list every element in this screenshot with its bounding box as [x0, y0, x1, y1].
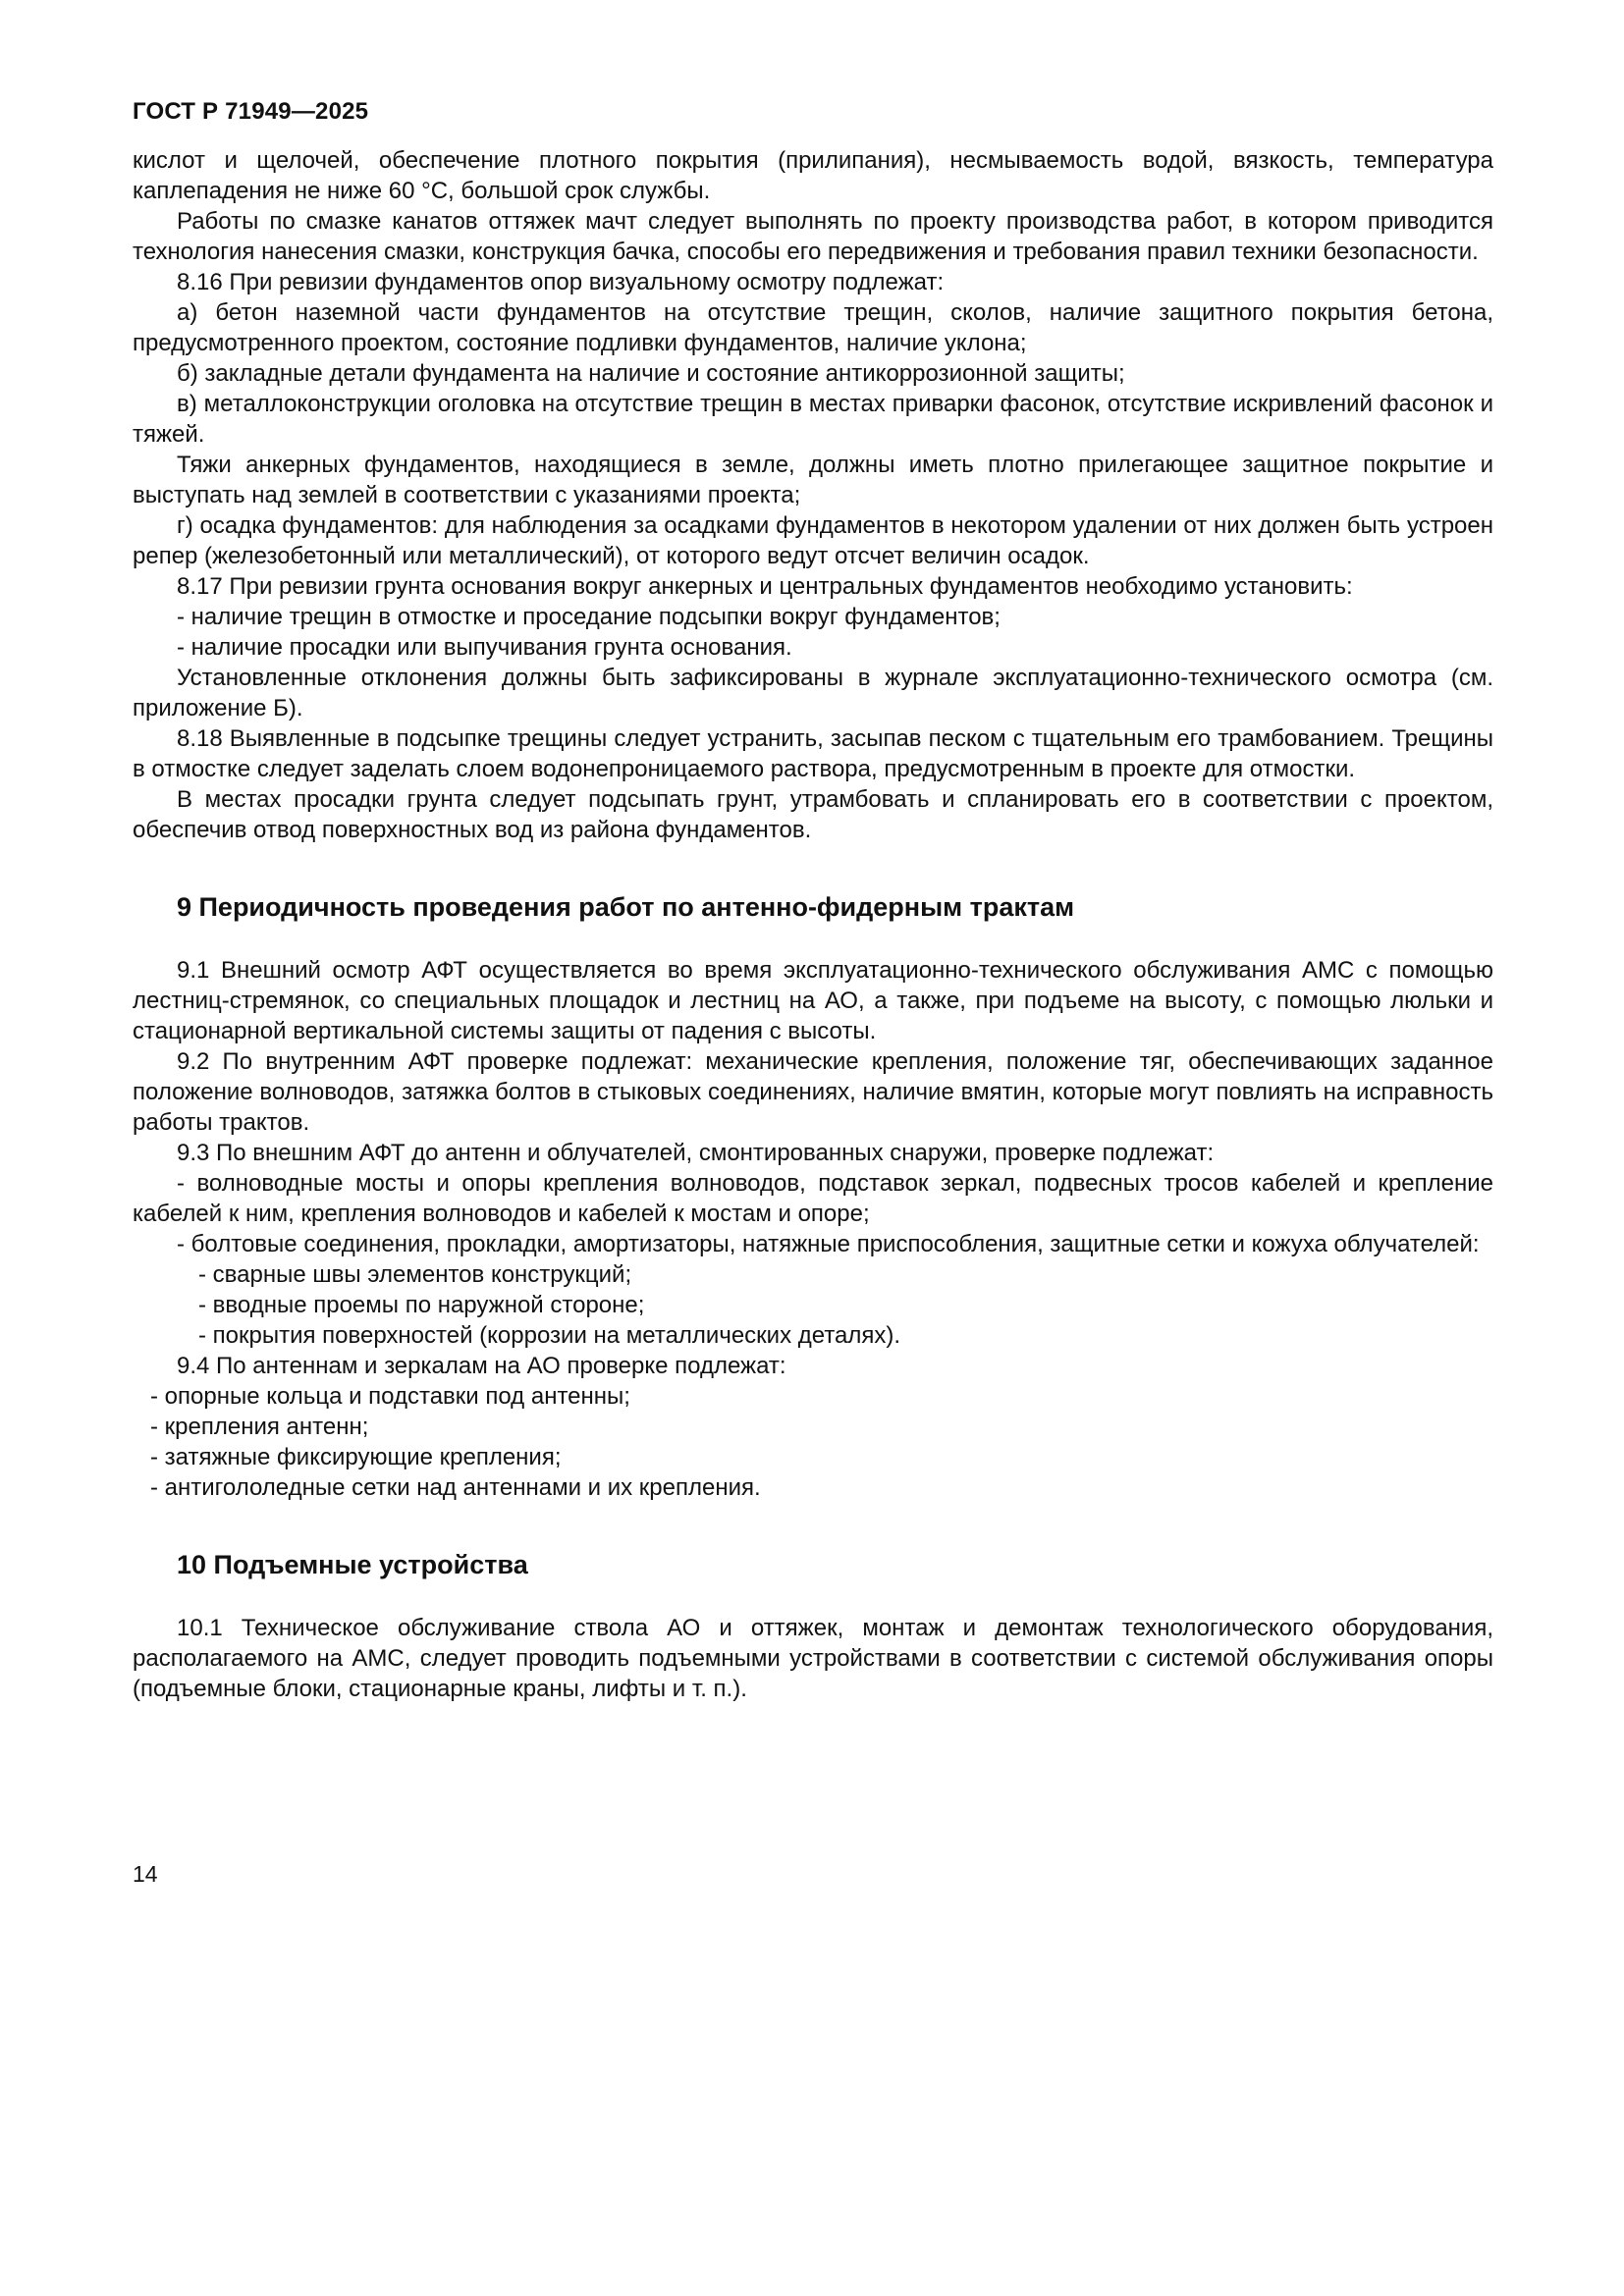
- paragraph: Работы по смазке канатов оттяжек мачт следует выполнять по проекту производства работ, в котором приводится технология нанесения смазки, конструкция бачка, способы его передвижения и требования правил техники безопасности.: [133, 208, 1493, 265]
- paragraph: - сварные швы элементов конструкций;: [198, 1261, 632, 1288]
- paragraph: г) осадка фундаментов: для наблюдения за осадками фундаментов в некотором удалении от них должен быть устроен репер (железобетонный или металлический), от которого ведут отсчет величин осадок.: [133, 512, 1493, 569]
- paragraph: - опорные кольца и подставки под антенны;: [150, 1383, 630, 1410]
- paragraph: - наличие просадки или выпучивания грунта основания.: [177, 634, 792, 661]
- paragraph: В местах просадки грунта следует подсыпать грунт, утрамбовать и спланировать его в соответствии с проектом, обеспечив отвод поверхностных вод из района фундаментов.: [133, 786, 1493, 843]
- document-header: [133, 98, 1493, 126]
- paragraph: 8.18 Выявленные в подсыпке трещины следует устранить, засыпав песком с тщательным его трамбованием. Трещины в отмостке следует заделать слоем водонепроницаемого раствора, предусмотренным в проекте для отмостки.: [133, 725, 1493, 782]
- doc-code: ГОСТ Р 71949—2025: [133, 98, 369, 125]
- paragraph: 10.1 Техническое обслуживание ствола АО и оттяжек, монтаж и демонтаж технологического оборудования, располагаемого на АМС, следует проводить подъемными устройствами в соответствии с системой обслуживания опоры (подъемные блоки, стационарные краны, лифты и т. п.).: [133, 1615, 1493, 1702]
- paragraph: Установленные отклонения должны быть зафиксированы в журнале эксплуатационно-технического осмотра (см. приложение Б).: [133, 665, 1493, 721]
- paragraph: - болтовые соединения, прокладки, амортизаторы, натяжные приспособления, защитные сетки и кожуха облучателей:: [177, 1231, 1480, 1257]
- paragraph: 8.16 При ревизии фундаментов опор визуальному осмотру подлежат:: [177, 269, 945, 295]
- section-heading: 9 Периодичность проведения работ по антенно-фидерным трактам: [177, 892, 1075, 922]
- paragraph: в) металлоконструкции оголовка на отсутствие трещин в местах приварки фасонок, отсутствие искривлений фасонок и тяжей.: [133, 391, 1493, 448]
- document-body: [133, 145, 1493, 1704]
- paragraph: 9.4 По антеннам и зеркалам на АО проверке подлежат:: [177, 1353, 786, 1379]
- paragraph: - наличие трещин в отмостке и проседание подсыпки вокруг фундаментов;: [177, 604, 1001, 630]
- paragraph: 8.17 При ревизии грунта основания вокруг анкерных и центральных фундаментов необходимо установить:: [177, 573, 1353, 600]
- page-number: 14: [133, 1861, 158, 1887]
- paragraph: 9.3 По внешним АФТ до антенн и облучателей, смонтированных снаружи, проверке подлежат:: [177, 1140, 1215, 1166]
- paragraph: - затяжные фиксирующие крепления;: [150, 1444, 562, 1470]
- paragraph: а) бетон наземной части фундаментов на отсутствие трещин, сколов, наличие защитного покрытия бетона, предусмотренного проектом, состояние подливки фундаментов, наличие уклона;: [133, 299, 1493, 356]
- paragraph: - крепления антенн;: [150, 1414, 369, 1440]
- paragraph: 9.2 По внутренним АФТ проверке подлежат: механические крепления, положение тяг, обеспечивающих заданное положение волноводов, затяжка болтов в стыковых соединениях, наличие вмятин, которые могут повлиять на исправность работы трактов.: [133, 1048, 1493, 1136]
- section-heading: 10 Подъемные устройства: [177, 1550, 528, 1579]
- document-footer: [133, 1861, 158, 1888]
- paragraph: - вводные проемы по наружной стороне;: [198, 1292, 645, 1318]
- paragraph: - антигололедные сетки над антеннами и их крепления.: [150, 1474, 761, 1501]
- paragraph: б) закладные детали фундамента на наличие и состояние антикоррозионной защиты;: [177, 360, 1125, 387]
- paragraph: кислот и щелочей, обеспечение плотного покрытия (прилипания), несмываемость водой, вязкость, температура каплепадения не ниже 60 °С, большой срок службы.: [133, 147, 1493, 204]
- paragraph: Тяжи анкерных фундаментов, находящиеся в земле, должны иметь плотно прилегающее защитное покрытие и выступать над землей в соответствии с указаниями проекта;: [133, 452, 1493, 508]
- paragraph: 9.1 Внешний осмотр АФТ осуществляется во время эксплуатационно-технического обслуживания АМС с помощью лестниц-стремянок, со специальных площадок и лестниц на АО, а также, при подъеме на высоту, с помощью люльки и стационарной вертикальной системы защиты от падения с высоты.: [133, 957, 1493, 1044]
- paragraph: - покрытия поверхностей (коррозии на металлических деталях).: [198, 1322, 901, 1349]
- paragraph: - волноводные мосты и опоры крепления волноводов, подставок зеркал, подвесных тросов кабелей и крепление кабелей к ним, крепления волноводов и кабелей к мостам и опоре;: [133, 1170, 1493, 1227]
